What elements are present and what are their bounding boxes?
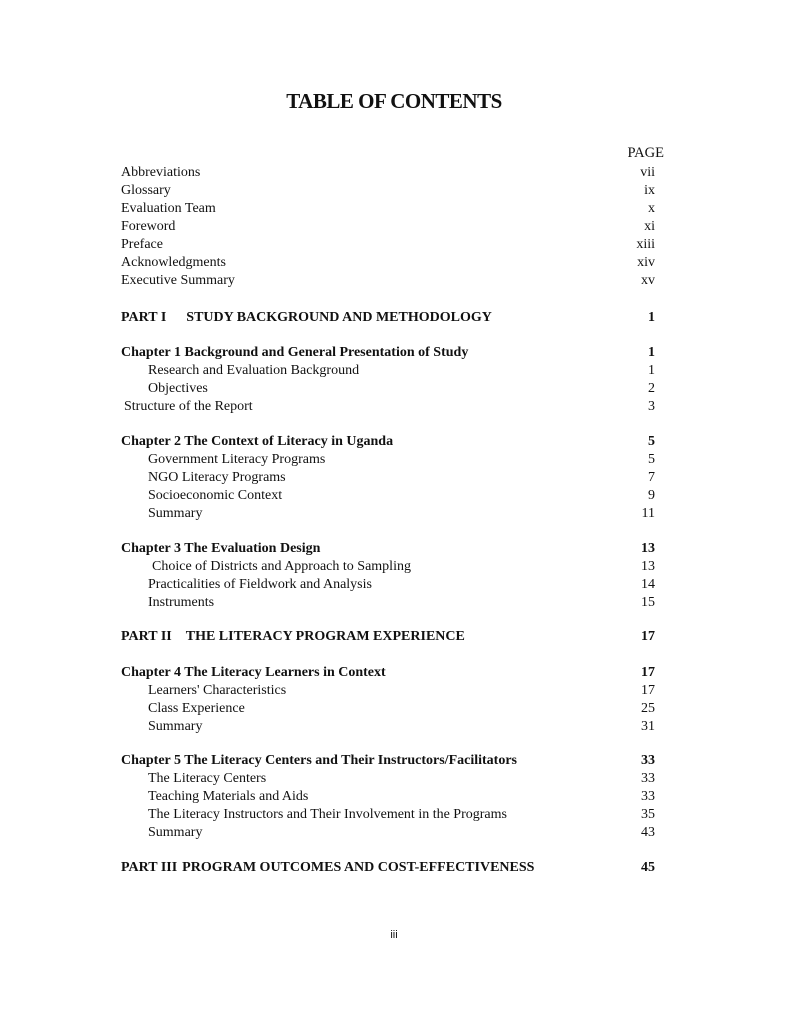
toc-entry-page: 33 <box>641 771 655 786</box>
toc-entry-page: 17 <box>641 629 655 644</box>
page-title: TABLE OF CONTENTS <box>286 89 502 113</box>
toc-entry-page: xiv <box>637 255 655 270</box>
part-title: PROGRAM OUTCOMES AND COST-EFFECTIVENESS <box>182 860 535 875</box>
toc-entry-page: 15 <box>641 595 655 610</box>
toc-entry[interactable] <box>121 594 655 612</box>
toc-entry[interactable] <box>121 806 655 824</box>
toc-entry-label: Research and Evaluation Background <box>148 363 360 378</box>
toc-entry[interactable] <box>121 700 655 718</box>
toc-entry-glossary[interactable] <box>121 182 655 200</box>
chapter-title: Chapter 2 The Context of Literacy in Uganda <box>121 434 394 449</box>
toc-entry-page: xv <box>641 273 655 288</box>
toc-entry-page: 9 <box>648 488 655 503</box>
toc-entry[interactable] <box>121 487 655 505</box>
toc-chapter-1[interactable] <box>121 344 655 362</box>
toc-entry[interactable] <box>121 451 655 469</box>
toc-entry-page: 3 <box>648 399 655 414</box>
toc-chapter-4[interactable] <box>121 664 655 682</box>
toc-entry[interactable] <box>121 362 655 380</box>
toc-entry[interactable] <box>121 788 655 806</box>
toc-entry-page: vii <box>640 165 655 180</box>
chapter-title: Chapter 3 The Evaluation Design <box>121 541 321 556</box>
toc-entry-page: ix <box>644 183 655 198</box>
part-title: THE LITERACY PROGRAM EXPERIENCE <box>185 629 465 644</box>
part-label: PART III <box>121 860 178 875</box>
toc-entry-label: Summary <box>148 825 203 840</box>
toc-entry-page: 17 <box>641 665 655 680</box>
toc-entry[interactable] <box>121 398 655 416</box>
page-number: iii <box>390 929 398 941</box>
toc-entry-foreword[interactable] <box>121 218 655 236</box>
toc-entry-page: x <box>648 201 655 216</box>
toc-entry-page: 1 <box>648 363 655 378</box>
toc-chapter-3[interactable] <box>121 540 655 558</box>
toc-entry-label: Objectives <box>148 381 208 396</box>
toc-entry-label: Socioeconomic Context <box>148 488 283 503</box>
toc-entry-page: 45 <box>641 860 655 875</box>
toc-entry-page: 2 <box>648 381 655 396</box>
toc-entry-label: Executive Summary <box>121 273 235 288</box>
toc-entry[interactable] <box>121 682 655 700</box>
part-label: PART I <box>121 310 167 325</box>
toc-entry-label: Learners' Characteristics <box>148 683 287 698</box>
toc-entry-page: 14 <box>641 577 655 592</box>
toc-entry-executive-summary[interactable] <box>121 272 655 290</box>
toc-entry-page: 25 <box>641 701 655 716</box>
toc-entry-label: Evaluation Team <box>121 201 216 216</box>
toc-entry-page: 5 <box>648 434 655 449</box>
toc-entry[interactable] <box>121 576 655 594</box>
toc-entry-evaluation-team[interactable] <box>121 200 655 218</box>
chapter-title: Chapter 1 Background and General Presentation of Study <box>121 345 469 360</box>
toc-entry-page: 33 <box>641 789 655 804</box>
toc-entry-label: NGO Literacy Programs <box>148 470 286 485</box>
toc-entry[interactable] <box>121 718 655 736</box>
toc-entry-page: 33 <box>641 753 655 768</box>
toc-entry-page: 1 <box>648 345 655 360</box>
toc-entry-page: 31 <box>641 719 655 734</box>
toc-entry-page: 7 <box>648 470 655 485</box>
toc-entry-abbreviations[interactable] <box>121 164 655 182</box>
toc-entry-label: Instruments <box>148 595 215 610</box>
toc-entry-preface[interactable] <box>121 236 655 254</box>
toc-entry-page: xi <box>644 219 655 234</box>
toc-entry-label: Abbreviations <box>121 165 201 180</box>
toc-entry-page: xiii <box>636 237 655 252</box>
toc-entry-page: 17 <box>641 683 655 698</box>
toc-entry-label: Structure of the Report <box>124 399 253 414</box>
toc-part-1[interactable] <box>121 309 655 327</box>
toc-entry-page: 5 <box>648 452 655 467</box>
toc-entry[interactable] <box>121 469 655 487</box>
toc-entry-label: Practicalities of Fieldwork and Analysis <box>148 577 372 592</box>
toc-part-2[interactable] <box>121 628 655 646</box>
toc-entry-acknowledgments[interactable] <box>121 254 655 272</box>
page-column-header: PAGE <box>627 145 664 161</box>
toc-entry-label: Glossary <box>121 183 171 198</box>
toc-entry-label: Class Experience <box>148 701 245 716</box>
toc-entry-page: 11 <box>641 506 655 521</box>
toc-entry-label: Preface <box>121 237 163 252</box>
toc-part-3[interactable] <box>121 859 655 877</box>
toc-entry-page: 43 <box>641 825 655 840</box>
toc-entry[interactable] <box>121 824 655 842</box>
toc-entry-label: Summary <box>148 719 203 734</box>
toc-entry-page: 35 <box>641 807 655 822</box>
toc-entry-label: The Literacy Centers <box>148 771 267 786</box>
toc-entry[interactable] <box>121 558 655 576</box>
toc-entry[interactable] <box>121 505 655 523</box>
part-title: STUDY BACKGROUND AND METHODOLOGY <box>186 310 492 325</box>
toc-entry-page: 13 <box>641 559 655 574</box>
toc-entry[interactable] <box>121 380 655 398</box>
part-label: PART II <box>121 629 172 644</box>
toc-entry-label: Choice of Districts and Approach to Sampling <box>152 559 411 574</box>
toc-chapter-2[interactable] <box>121 433 655 451</box>
toc-entry-label: Teaching Materials and Aids <box>148 789 309 804</box>
toc-entry[interactable] <box>121 770 655 788</box>
toc-chapter-5[interactable] <box>121 752 655 770</box>
chapter-title: Chapter 4 The Literacy Learners in Context <box>121 665 386 680</box>
toc-entry-label: Acknowledgments <box>121 255 226 270</box>
toc-entry-page: 1 <box>648 310 655 325</box>
toc-entry-label: Foreword <box>121 219 176 234</box>
toc-entry-label: Summary <box>148 506 203 521</box>
toc-entry-page: 13 <box>641 541 655 556</box>
toc-entry-label: The Literacy Instructors and Their Involvement in the Programs <box>148 807 507 822</box>
chapter-title: Chapter 5 The Literacy Centers and Their Instructors/Facilitators <box>121 753 517 768</box>
toc-entry-label: Government Literacy Programs <box>148 452 326 467</box>
